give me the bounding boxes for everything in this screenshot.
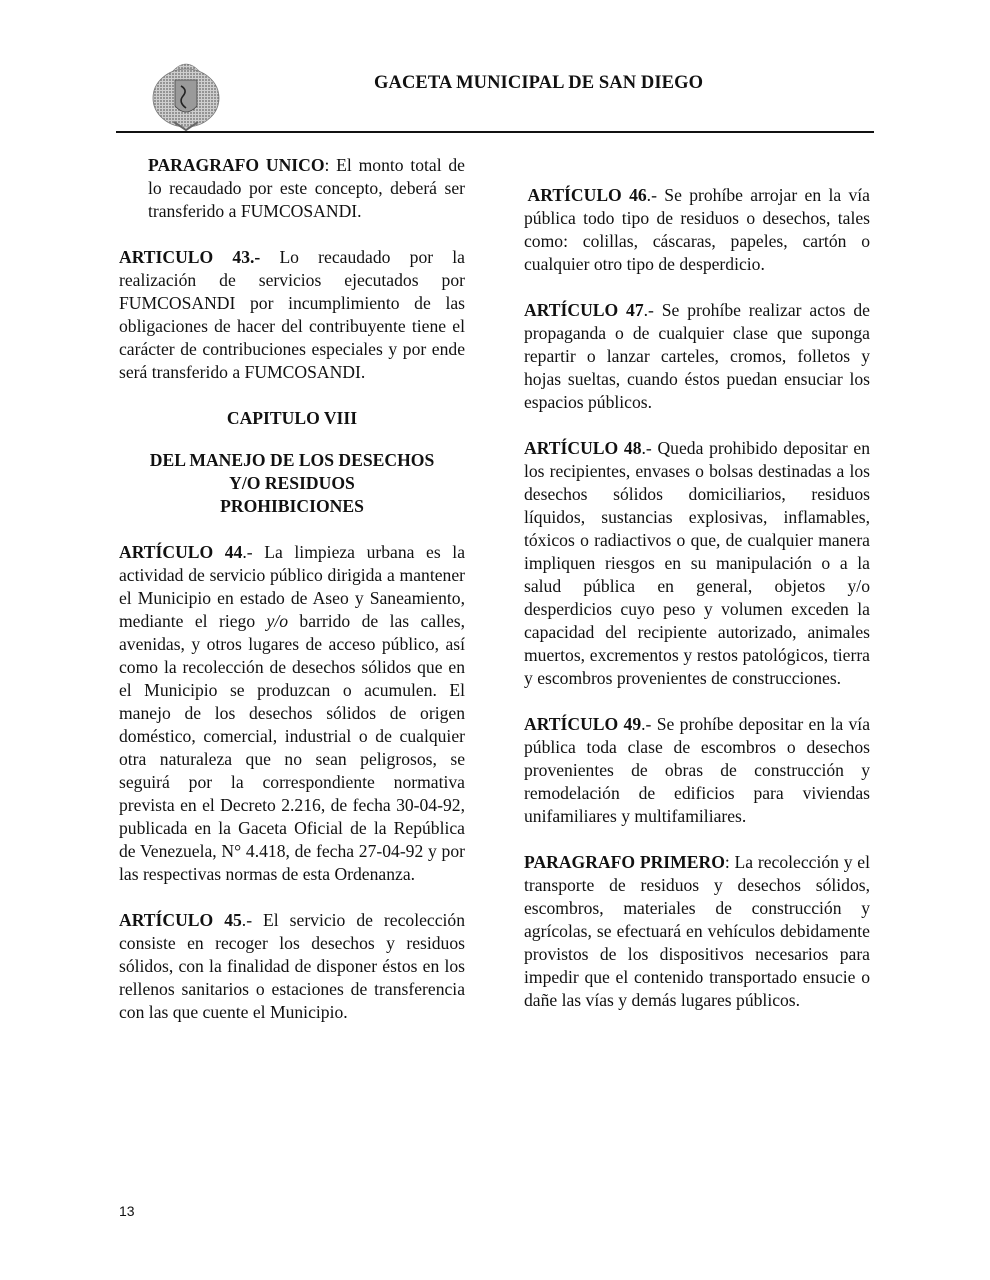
chapter-heading: CAPITULO VIII [226, 408, 358, 428]
articulo-49: ARTÍCULO 49.- Se prohíbe depositar en la vía pública toda clase de escombros o desechos provenientes de obras de construcción y remodelación de edificios para viviendas unifamiliares y multifamiliares. [524, 714, 871, 826]
paragrafo-unico-label: PARAGRAFO UNICO [148, 155, 325, 175]
chapter-subheading: DEL MANEJO DE LOS DESECHOS Y/O RESIDUOS PROHIBICIONES [149, 450, 435, 516]
articulo-46-text: Se prohíbe arrojar en la vía pública todo tipo de residuos o desechos, tales como: colillas, cáscaras, papeles, cartón o cualquier otro tipo de desperdicio. [524, 185, 870, 274]
articulo-45-text: El servicio de recolección consiste en recoger los desechos y residuos sólidos, con la finalidad de disponer éstos en los rellenos sanitarios o estaciones de transferencia con las que cuente el Municipio. [119, 910, 465, 1022]
paragrafo-primero: PARAGRAFO PRIMERO: La recolección y el transporte de residuos y desechos sólidos, escombros, materiales de construcción y agrícolas, se efectuará en vehículos debidamente provistos de los dispositivos necesarios para impedir que el contenido transportado ensucie o dañe las vías y demás lugares públicos. [524, 852, 870, 1010]
articulo-49-text: Se prohíbe depositar en la vía pública toda clase de escombros o desechos provenientes de obras de construcción y remodelación de edificios para viviendas unifamiliares y multifamiliares. [524, 714, 871, 826]
articulo-49-label: ARTÍCULO 49 [524, 714, 642, 734]
coat-of-arms-icon [148, 58, 224, 132]
articulo-47: ARTÍCULO 47.- Se prohíbe realizar actos de propaganda o de cualquier clase que suponga repartir o lanzar carteles, cromos, folletos y hojas sueltas, cuando éstos puedan ensuciar los espacios públicos. [524, 300, 870, 412]
articulo-43-text: Lo recaudado por la realización de servicios ejecutados por FUMCOSANDI por incumplimiento de las obligaciones de hacer del contribuyente tiene el carácter de contribuciones especiales y por ende será transferido a FUMCOSANDI. [119, 247, 465, 382]
articulo-44-label: ARTÍCULO 44 [119, 542, 243, 562]
articulo-47-text: Se prohíbe realizar actos de propaganda o de cualquier clase que suponga repartir o lanzar carteles, cromos, folletos y hojas sueltas, cuando éstos puedan ensuciar los espacios públicos. [524, 300, 870, 412]
articulo-48-text: Queda prohibido depositar en los recipientes, envases o bolsas destinadas a los desechos sólidos domiciliarios, residuos líquidos, sustancias explosivas, inflamables, tóxicos o radiactivos o que, de cualquier manera impliquen riesgos en su manipulación o a la salud pública en general, objetos y/o desperdicios cuyo peso y volumen exceden la capacidad del recipiente autorizado, animales muertos, excrementos y restos patológicos, tierra y escombros provenientes de construcciones. [524, 438, 870, 688]
paragrafo-unico-text: El monto total de lo recaudado por este concepto, deberá ser transferido a FUMCOSANDI. [148, 155, 465, 221]
articulo-43-label: ARTICULO 43.- [119, 247, 261, 267]
paragrafo-primero-text: La recolección y el transporte de residuos y desechos sólidos, escombros, materiales de construcción y agrícolas, se efectuará en vehículos debidamente provistos de los dispositivos necesarios para impedir que el contenido transportado ensucie o dañe las vías y demás lugares públicos. [524, 852, 870, 1010]
articulo-45: ARTÍCULO 45.- El servicio de recolección consiste en recoger los desechos y residuos sólidos, con la finalidad de disponer éstos en los rellenos sanitarios o estaciones de transferencia con las que cuente el Municipio. [119, 910, 465, 1022]
header-divider [116, 131, 874, 133]
right-column [524, 184, 870, 1035]
articulo-46-label: ARTÍCULO 46 [527, 185, 647, 205]
articulo-47-label: ARTÍCULO 47 [524, 300, 644, 320]
articulo-46: ARTÍCULO 46.- Se prohíbe arrojar en la vía pública todo tipo de residuos o desechos, tales como: colillas, cáscaras, papeles, cartón o cualquier otro tipo de desperdicio. [524, 185, 870, 274]
paragrafo-unico: PARAGRAFO UNICO: El monto total de lo recaudado por este concepto, deberá ser transferido a FUMCOSANDI. [148, 155, 465, 221]
articulo-43 [119, 246, 465, 384]
articulo-48-label: ARTÍCULO 48 [524, 438, 642, 458]
articulo-44: ARTÍCULO 44.- La limpieza urbana es la actividad de servicio público dirigida a mantener el Municipio en estado de Aseo y Saneamiento, mediante el riego y/o barrido de las calles, avenidas, y otros lugares de acceso público, así como la recolección de desechos sólidos que en el Municipio se produzcan o acumulen. El manejo de los desechos sólidos de origen doméstico, comercial, industrial o de cualquier otra naturaleza que no sean peligrosos, se seguirá por la correspondiente normativa prevista en el Decreto 2.216, de fecha 30-04-92, publicada en la Gaceta Oficial de la República de Venezuela, N° 4.418, de fecha 27-04-92 y por las respectivas normas de esta Ordenanza. [119, 542, 466, 884]
page-number: 13 [119, 1203, 135, 1219]
paragrafo-primero-label: PARAGRAFO PRIMERO [524, 852, 725, 872]
gazette-title: GACETA MUNICIPAL DE SAN DIEGO [374, 73, 704, 93]
articulo-48: ARTÍCULO 48.- Queda prohibido depositar en los recipientes, envases o bolsas destinadas a los desechos sólidos domiciliarios, residuos líquidos, sustancias explosivas, inflamables, tóxicos o radiactivos o que, de cualquier manera impliquen riesgos en su manipulación o a la salud pública en general, objetos y/o desperdicios cuyo peso y volumen exceden la capacidad del recipiente autorizado, animales muertos, excrementos y restos patológicos, tierra y escombros provenientes de construcciones. [524, 438, 870, 688]
left-column [119, 154, 465, 1047]
page-header [116, 56, 874, 132]
articulo-45-label: ARTÍCULO 45 [119, 910, 242, 930]
